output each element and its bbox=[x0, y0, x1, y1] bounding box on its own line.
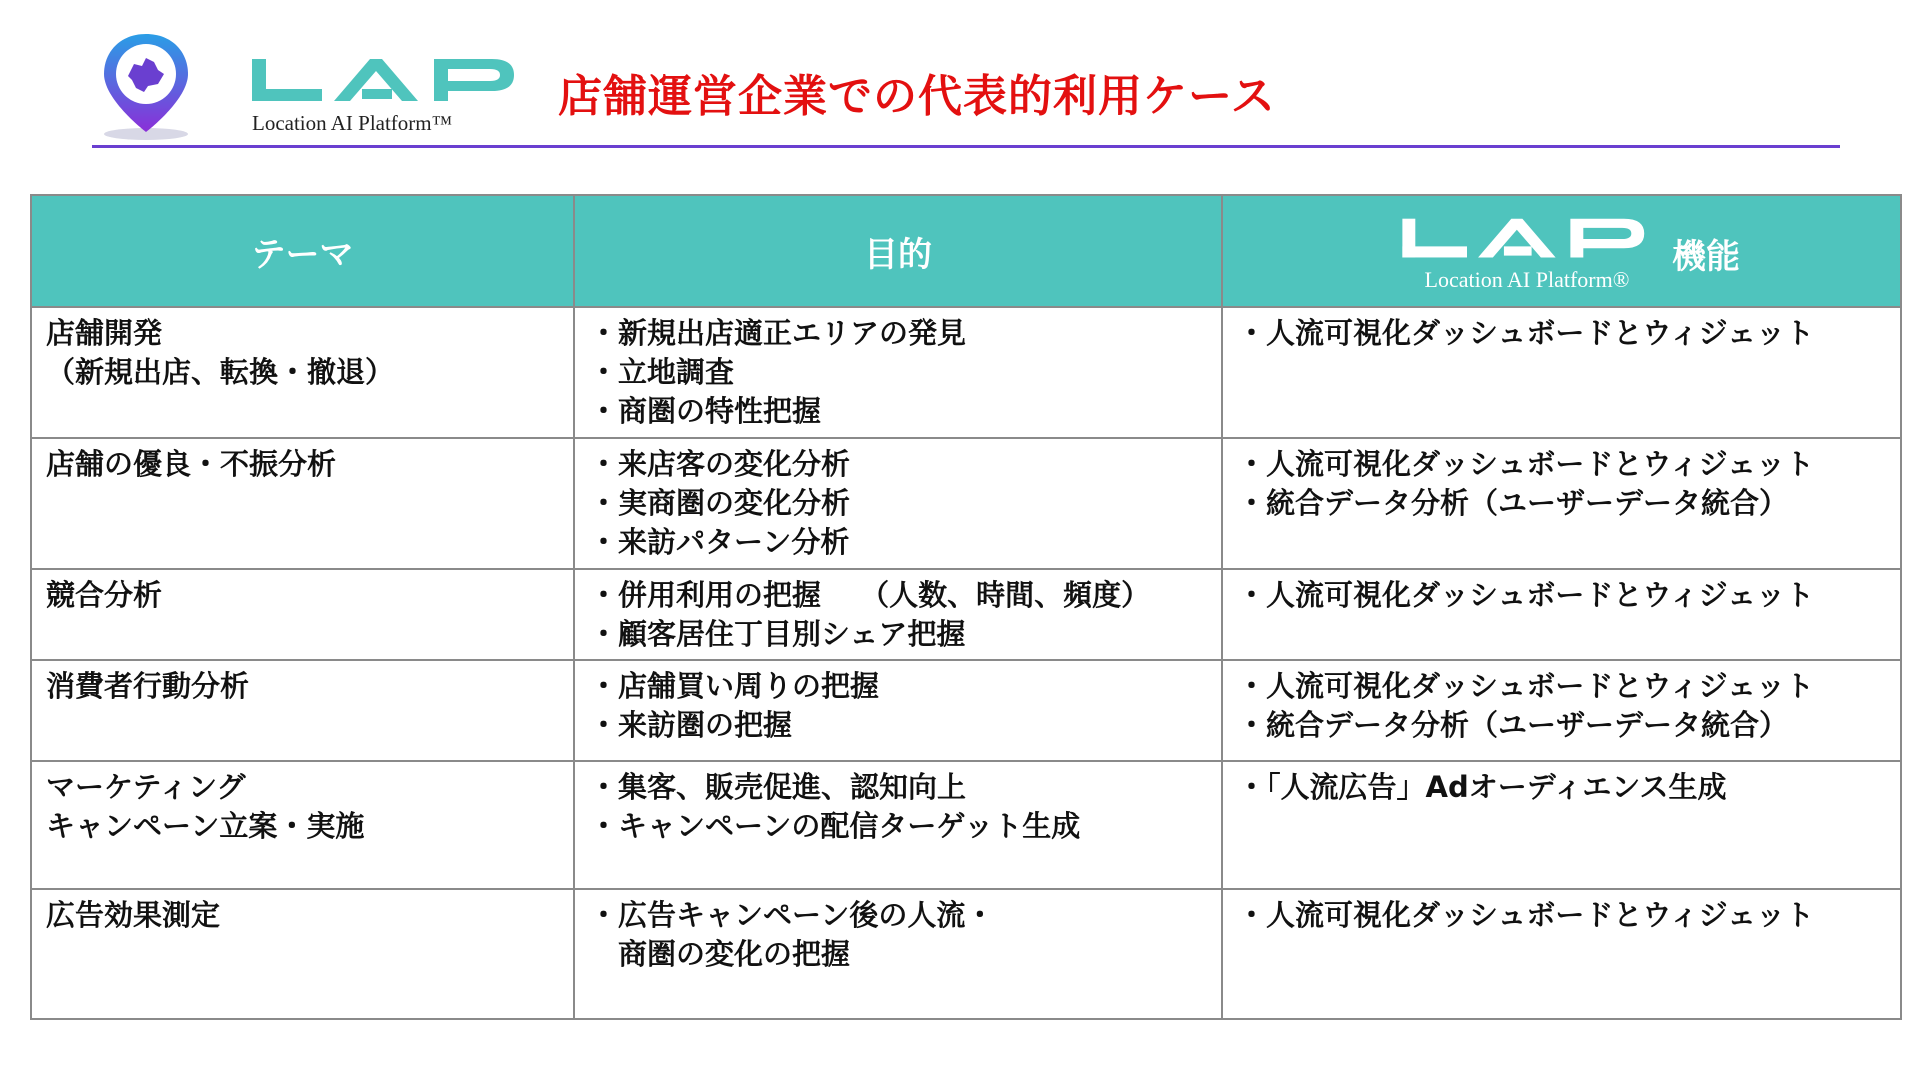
use-case-table bbox=[30, 194, 1902, 1020]
function-line: ・人流可視化ダッシュボードとウィジェット bbox=[1237, 316, 1815, 350]
theme-line: キャンペーン立案・実施 bbox=[46, 809, 365, 843]
function-line: ・統合データ分析（ユーザーデータ統合） bbox=[1237, 486, 1789, 520]
theme-line: 店舗開発 bbox=[46, 316, 163, 350]
function-label: 機能 bbox=[1672, 237, 1740, 277]
title-divider bbox=[92, 145, 1840, 148]
theme-cell bbox=[31, 889, 574, 1019]
function-cell bbox=[1222, 889, 1901, 1019]
table-row bbox=[31, 438, 1901, 569]
function-line: ・人流可視化ダッシュボードとウィジェット bbox=[1237, 447, 1815, 481]
lap-logo bbox=[252, 55, 522, 135]
purpose-line: ・来訪パターン分析 bbox=[589, 525, 850, 559]
theme-line: 広告効果測定 bbox=[46, 898, 221, 932]
function-line: ・統合データ分析（ユーザーデータ統合） bbox=[1237, 708, 1789, 742]
purpose-line: ・立地調査 bbox=[589, 355, 735, 389]
header-lap-logo bbox=[1402, 215, 1652, 295]
header-lap-wordmark bbox=[1402, 215, 1652, 263]
purpose-line: ・併用利用の把握 （人数、時間、頻度） bbox=[589, 578, 1151, 612]
theme-line: 競合分析 bbox=[46, 578, 163, 612]
page-title: 店舗運営企業での代表的利用ケース bbox=[558, 71, 1276, 122]
theme-cell bbox=[31, 761, 574, 889]
function-cell bbox=[1222, 307, 1901, 438]
purpose-line: ・顧客居住丁目別シェア把握 bbox=[589, 617, 966, 651]
purpose-line: ・来店客の変化分析 bbox=[589, 447, 851, 481]
purpose-line: ・店舗買い周りの把握 bbox=[589, 669, 880, 703]
purpose-line: ・来訪圏の把握 bbox=[589, 708, 793, 742]
theme-line: 店舗の優良・不振分析 bbox=[46, 447, 337, 481]
function-cell bbox=[1222, 438, 1901, 569]
header-logo-tagline: Location AI Platform® bbox=[1424, 267, 1630, 292]
logo-tagline: Location AI Platform™ bbox=[252, 111, 453, 135]
function-line: ・人流可視化ダッシュボードとウィジェット bbox=[1237, 578, 1815, 612]
purpose-line: ・新規出店適正エリアの発見 bbox=[589, 316, 967, 350]
function-cell bbox=[1222, 569, 1901, 660]
purpose-line: ・広告キャンペーン後の人流・ bbox=[589, 898, 995, 932]
table-row bbox=[31, 569, 1901, 660]
table-row bbox=[31, 660, 1901, 761]
theme-line: マーケティング bbox=[46, 770, 246, 804]
purpose-line: ・実商圏の変化分析 bbox=[589, 486, 851, 520]
function-cell bbox=[1222, 761, 1901, 889]
column-header-function bbox=[1222, 195, 1901, 307]
theme-cell bbox=[31, 438, 574, 569]
purpose-cell bbox=[574, 889, 1222, 1019]
purpose-cell bbox=[574, 569, 1222, 660]
header bbox=[0, 0, 1920, 160]
column-header-theme: テーマ bbox=[31, 195, 574, 307]
table-row bbox=[31, 307, 1901, 438]
purpose-line: ・商圏の特性把握 bbox=[589, 394, 822, 428]
function-line: ・人流可視化ダッシュボードとウィジェット bbox=[1237, 898, 1815, 932]
theme-cell bbox=[31, 660, 574, 761]
purpose-cell bbox=[574, 660, 1222, 761]
theme-cell bbox=[31, 569, 574, 660]
purpose-line: ・キャンペーンの配信ターゲット生成 bbox=[589, 809, 1081, 843]
table-header-row bbox=[31, 195, 1901, 307]
function-line: ・「人流広告」Adオーディエンス生成 bbox=[1237, 770, 1727, 804]
lap-wordmark bbox=[252, 55, 522, 107]
theme-line: 消費者行動分析 bbox=[46, 669, 250, 703]
column-header-purpose: 目的 bbox=[574, 195, 1222, 307]
table-row bbox=[31, 889, 1901, 1019]
function-line: ・人流可視化ダッシュボードとウィジェット bbox=[1237, 669, 1815, 703]
purpose-cell bbox=[574, 761, 1222, 889]
purpose-cell bbox=[574, 307, 1222, 438]
table-row bbox=[31, 761, 1901, 889]
purpose-line: ・集客、販売促進、認知向上 bbox=[589, 770, 967, 804]
function-cell bbox=[1222, 660, 1901, 761]
purpose-line: 商圏の変化の把握 bbox=[589, 937, 851, 971]
location-pin-icon bbox=[98, 30, 194, 142]
theme-line: （新規出店、転換・撤退） bbox=[46, 355, 395, 389]
purpose-cell bbox=[574, 438, 1222, 569]
theme-cell bbox=[31, 307, 574, 438]
